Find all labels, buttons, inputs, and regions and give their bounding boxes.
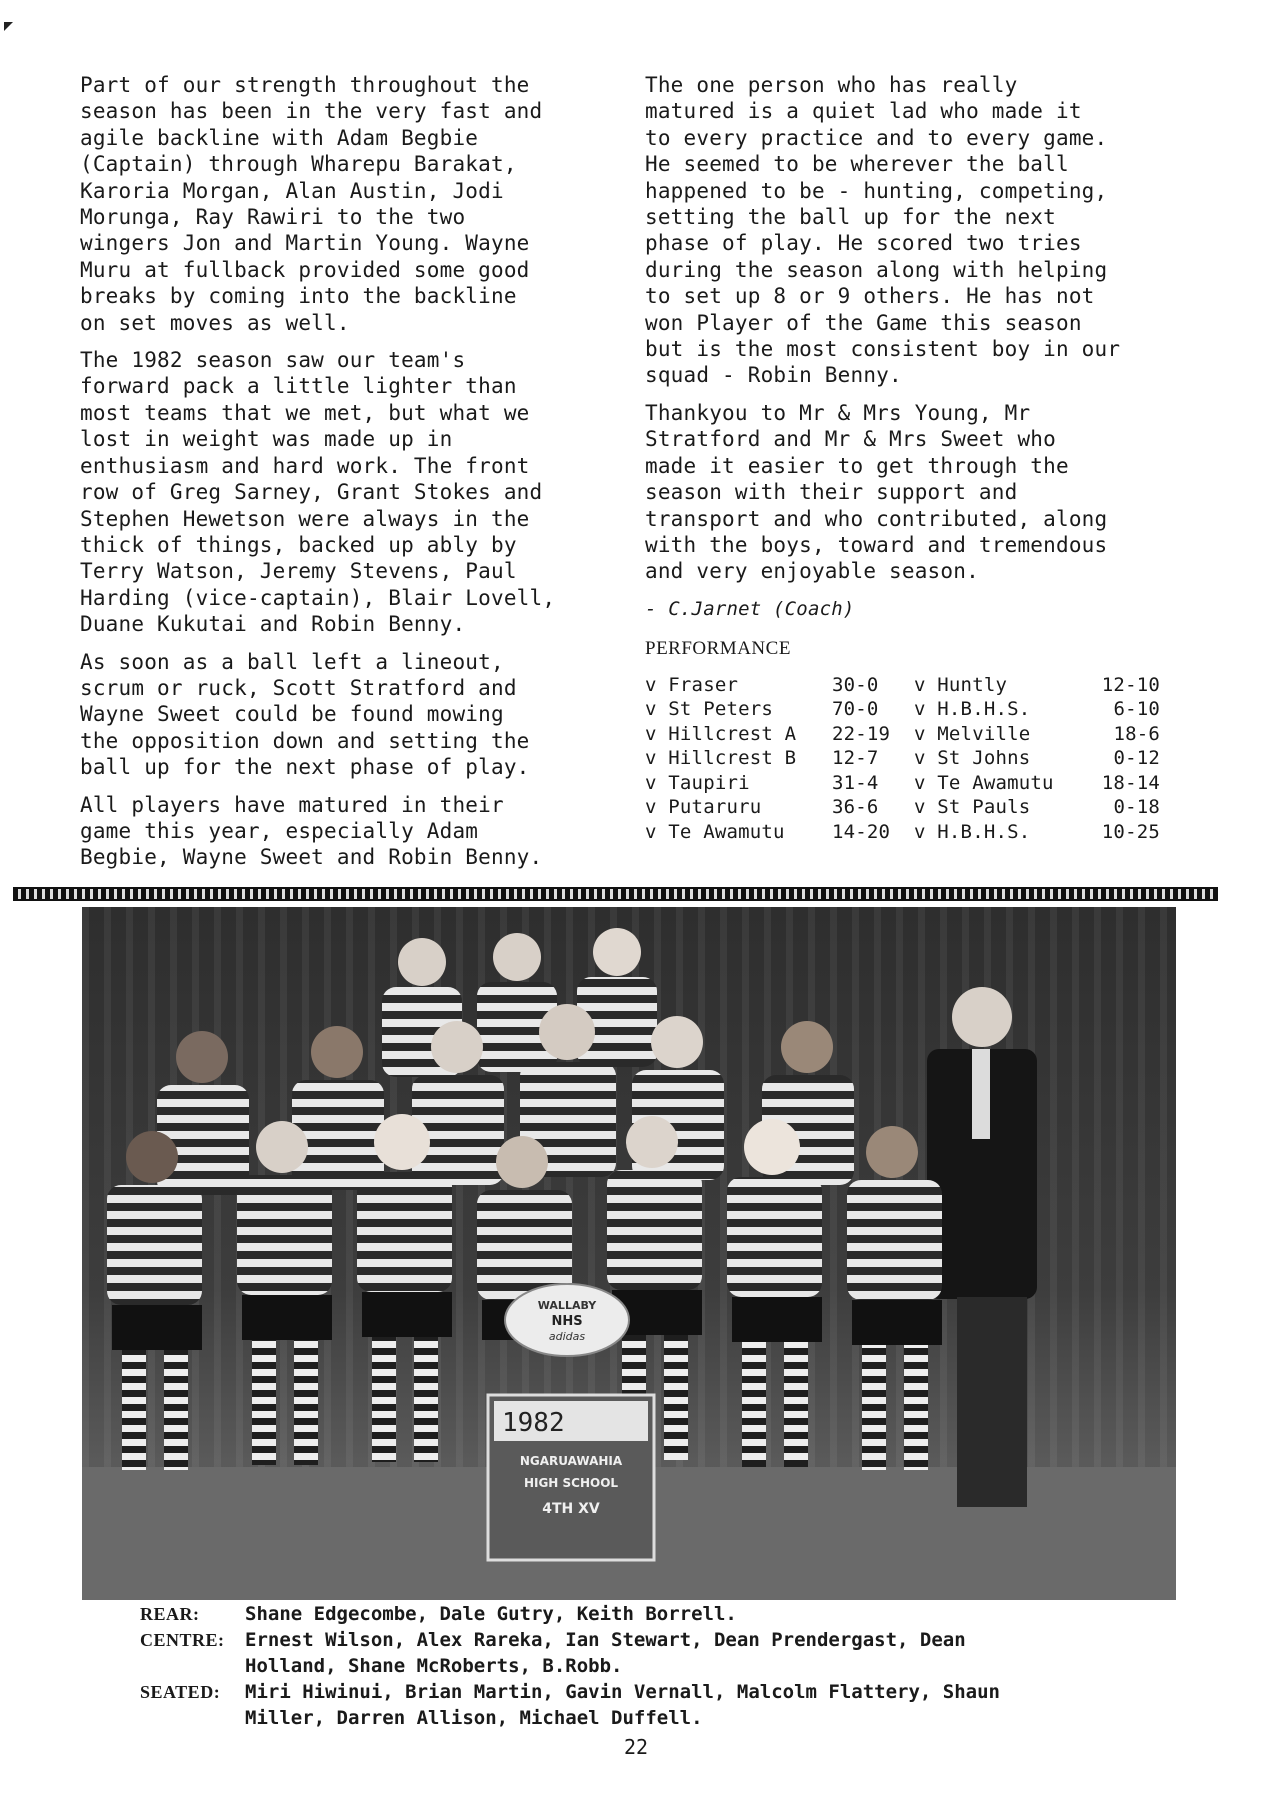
opponent-second: v St Johns xyxy=(914,747,1031,770)
opponent-second: v St Pauls xyxy=(914,796,1031,819)
performance-row xyxy=(645,795,1160,820)
score-first: 12-7 xyxy=(832,747,879,770)
opponent-second: v H.B.H.S. xyxy=(914,820,1031,843)
performance-heading: PERFORMANCE xyxy=(645,638,791,660)
performance-row xyxy=(645,746,1160,771)
board-school-name: NGARUAWAHIA xyxy=(519,1454,623,1468)
opponent-first: v Te Awamutu xyxy=(645,820,785,843)
caption-seated xyxy=(140,1679,1140,1731)
team-photo xyxy=(82,907,1176,1600)
page-number: 22 xyxy=(623,1735,649,1759)
rugby-ball xyxy=(505,1284,629,1356)
score-second: 10-25 xyxy=(1101,820,1160,843)
paragraph-robin-benny: The one person who has really matured is a quiet lad who made it to every practice and to every game. He seemed to be wherever the ball happened to be - hunting, competing, setting the ball up for the next phase of play. He scored two tries during the season along with helping to set up 8 or 9 others. He has not won Player of the Game this season but is the most consistent boy in our squad - Robin Benny. xyxy=(645,73,1121,388)
article-right-column xyxy=(645,72,1165,844)
opponent-second: v H.B.H.S. xyxy=(914,698,1031,721)
score-second: 0-18 xyxy=(1113,796,1160,819)
opponent-first: v Hillcrest A xyxy=(645,722,797,745)
coach-figure xyxy=(927,987,1037,1507)
team-board xyxy=(488,1395,654,1560)
caption-centre-names: Ernest Wilson, Alex Rareka, Ian Stewart, Dean Prendergast, Dean Holland, Shane McRoberts, B.Robb. xyxy=(245,1629,966,1677)
ball-text-maker: adidas xyxy=(548,1330,586,1343)
opponent-second: v Melville xyxy=(914,722,1031,745)
photo-caption xyxy=(140,1601,1140,1731)
score-first: 22-19 xyxy=(832,722,891,745)
coach-signature: - C.Jarnet (Coach) xyxy=(645,597,855,620)
opponent-second: v Te Awamutu xyxy=(914,771,1054,794)
board-year: 1982 xyxy=(502,1408,565,1438)
team-photo-illustration xyxy=(82,907,1176,1600)
rear-row-players xyxy=(382,928,657,1077)
ball-text-brand: WALLABY xyxy=(537,1299,597,1312)
opponent-first: v Taupiri xyxy=(645,771,750,794)
caption-seated-label: SEATED: xyxy=(140,1682,221,1702)
paragraph-forward-pack: The 1982 season saw our team's forward pack a little lighter than most teams that we met, but what we lost in weight was made up in enthusiasm and hard work. The front row of Greg Sarney, Grant Stokes and Stephen Hewetson were always in the thick of things, backed up ably by Terry Watson, Jeremy Stevens, Paul Harding (vice-captain), Blair Lovell, Duane Kukutai and Robin Benny. xyxy=(80,348,556,637)
board-school-type: HIGH SCHOOL xyxy=(523,1476,619,1490)
paragraph-thanks: Thankyou to Mr & Mrs Young, Mr Stratford and Mr & Mrs Sweet who made it easier to get through the season with their support and transport and who contributed, along with the boys, toward and tremendous and very enjoyable season. xyxy=(645,400,1108,584)
score-second: 6-10 xyxy=(1113,698,1160,721)
performance-row xyxy=(645,771,1160,796)
score-second: 0-12 xyxy=(1113,747,1160,770)
performance-row xyxy=(645,722,1160,747)
opponent-first: v St Peters xyxy=(645,698,774,721)
opponent-first: v Fraser xyxy=(645,673,739,696)
section-divider xyxy=(13,887,1218,901)
performance-row xyxy=(645,820,1160,845)
score-first: 14-20 xyxy=(832,820,891,843)
ball-text-school: NHS xyxy=(551,1314,583,1329)
score-first: 70-0 xyxy=(832,698,879,721)
caption-centre xyxy=(140,1627,1140,1679)
performance-row xyxy=(645,697,1160,722)
caption-seated-names: Miri Hiwinui, Brian Martin, Gavin Vernall, Malcolm Flattery, Shaun Miller, Darren Allison, Michael Duffell. xyxy=(245,1681,1000,1729)
score-second: 12-10 xyxy=(1101,673,1160,696)
score-second: 18-6 xyxy=(1113,722,1160,745)
score-first: 36-6 xyxy=(832,796,879,819)
opponent-first: v Hillcrest B xyxy=(645,747,797,770)
score-first: 31-4 xyxy=(832,771,879,794)
caption-rear-label: REAR: xyxy=(140,1604,200,1624)
board-team: 4TH XV xyxy=(542,1501,600,1517)
opponent-first: v Putaruru xyxy=(645,796,762,819)
paragraph-backline: Part of our strength throughout the season has been in the very fast and agile backline with Adam Begbie (Captain) through Wharepu Barakat, Karoria Morgan, Alan Austin, Jodi Morunga, Ray Rawiri to the two wingers Jon and Martin Young. Wayne Muru at fullback provided some good breaks by coming into the backline on set moves as well. xyxy=(80,73,543,335)
opponent-second: v Huntly xyxy=(914,673,1008,696)
caption-rear-names: Shane Edgecombe, Dale Gutry, Keith Borrell. xyxy=(245,1603,737,1625)
performance-table xyxy=(645,673,1160,845)
score-first: 30-0 xyxy=(832,673,879,696)
article-left-column xyxy=(80,72,590,882)
score-second: 18-14 xyxy=(1101,771,1160,794)
paragraph-loose-forwards: As soon as a ball left a lineout, scrum or ruck, Scott Stratford and Wayne Sweet could be found mowing the opposition down and setting the ball up for the next phase of play. xyxy=(80,649,530,780)
corner-mark xyxy=(4,22,13,31)
performance-row xyxy=(645,673,1160,698)
caption-rear xyxy=(140,1601,1140,1627)
paragraph-matured-players: All players have matured in their game this year, especially Adam Begbie, Wayne Sweet and Robin Benny. xyxy=(80,792,543,870)
caption-centre-label: CENTRE: xyxy=(140,1630,225,1650)
